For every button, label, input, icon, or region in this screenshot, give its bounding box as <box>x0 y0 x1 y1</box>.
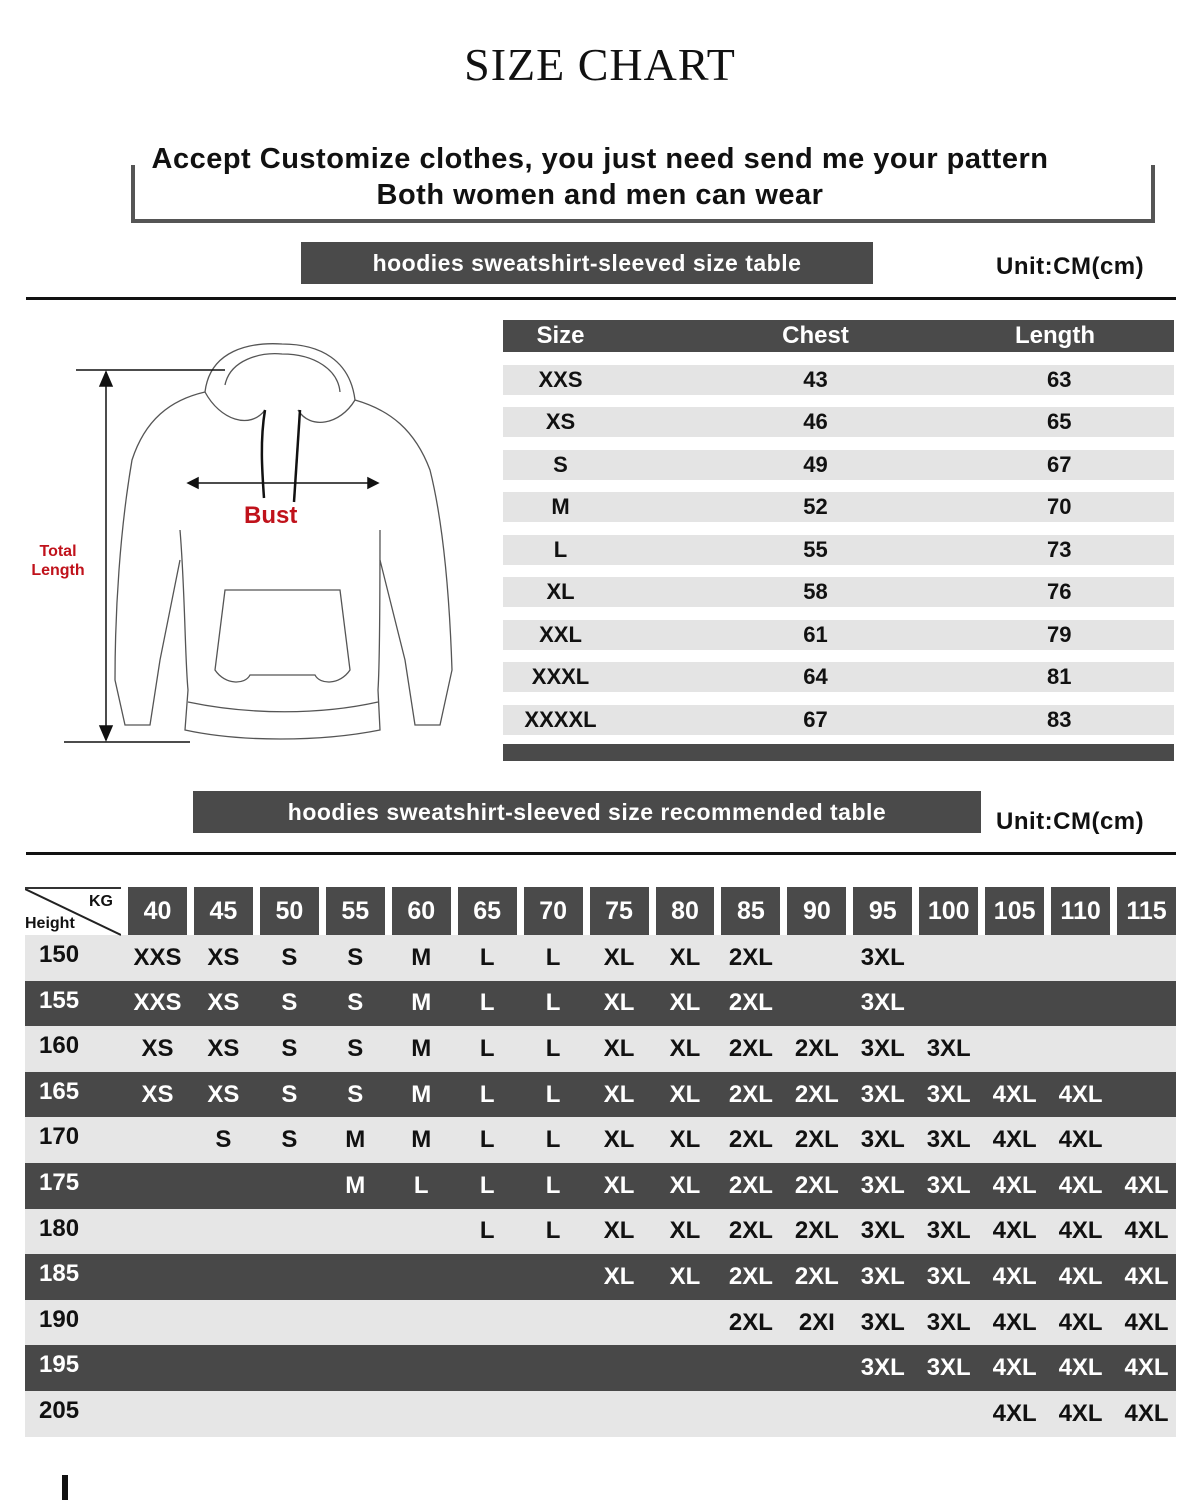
recommended-table-row <box>25 1026 1176 1072</box>
size-table-row <box>503 450 1174 480</box>
size-table-row <box>503 705 1174 735</box>
size-cell: XXS <box>133 989 182 1017</box>
size-cell: S <box>553 451 568 477</box>
weight-header-cell: 65 <box>458 887 517 935</box>
size-cell: XL <box>669 1217 701 1245</box>
size-cell: 4XL <box>1058 1126 1103 1154</box>
weight-header-cell: 50 <box>260 887 319 935</box>
size-table <box>503 320 1174 761</box>
size-cell: L <box>479 1171 495 1199</box>
size-cell: 3XL <box>926 1308 971 1336</box>
size-cell: M <box>551 494 570 519</box>
size-cell: XS <box>207 1034 240 1062</box>
size-cell: L <box>545 989 561 1017</box>
bust-arrow-icon <box>188 478 378 488</box>
size-cell: S <box>281 989 298 1017</box>
size-cell: 3XL <box>860 1217 905 1245</box>
size-cell: XL <box>669 1262 701 1290</box>
size-cell: 4XL <box>992 1217 1037 1245</box>
header-length: Length <box>1015 322 1095 349</box>
recommended-table-header <box>25 887 1176 935</box>
hoodie-outline-icon <box>115 344 452 739</box>
length-cell: 63 <box>1047 366 1072 392</box>
height-cell: 170 <box>39 1123 80 1151</box>
weight-header-cell: 100 <box>919 887 978 935</box>
chest-cell: 61 <box>803 621 828 647</box>
length-cell: 81 <box>1047 664 1072 689</box>
chest-cell: 52 <box>803 494 828 519</box>
size-cell: S <box>281 1034 298 1062</box>
size-cell: 4XL <box>1058 1171 1103 1199</box>
size-cell: 2XL <box>728 1262 773 1290</box>
size-cell: XS <box>207 1080 240 1108</box>
size-cell: L <box>479 1217 495 1245</box>
size-cell: XS <box>207 943 240 971</box>
size-cell: 3XL <box>926 1262 971 1290</box>
chest-cell: 49 <box>803 451 828 477</box>
size-cell: 2XI <box>798 1308 835 1336</box>
weight-header-cell: 80 <box>656 887 715 935</box>
size-cell: XL <box>603 1262 635 1290</box>
size-cell: 4XL <box>1124 1354 1169 1382</box>
size-cell: XL <box>669 1126 701 1154</box>
size-cell: M <box>411 943 432 971</box>
size-cell: 2XL <box>728 1034 773 1062</box>
recommended-size-table <box>25 887 1176 1437</box>
height-cell: 165 <box>39 1077 80 1105</box>
recommended-table-row <box>25 1300 1176 1346</box>
length-cell: 73 <box>1047 536 1072 562</box>
size-cell: S <box>281 943 298 971</box>
size-cell: 2XL <box>794 1171 839 1199</box>
size-cell: XXS <box>538 366 583 392</box>
size-cell: S <box>347 1034 364 1062</box>
length-cell: 70 <box>1047 494 1072 519</box>
size-cell: 3XL <box>860 943 905 971</box>
size-cell: L <box>553 536 568 562</box>
recommended-table-row <box>25 1391 1176 1437</box>
size-cell: XL <box>603 1217 635 1245</box>
page-title: SIZE CHART <box>464 39 736 90</box>
size-cell: XL <box>603 1126 635 1154</box>
size-cell: 4XL <box>1058 1217 1103 1245</box>
size-table-row <box>503 620 1174 650</box>
size-cell: 4XL <box>1124 1217 1169 1245</box>
size-cell: 4XL <box>992 1308 1037 1336</box>
size-cell: S <box>215 1126 232 1154</box>
size-table-row <box>503 407 1174 437</box>
size-cell: 4XL <box>1124 1308 1169 1336</box>
size-cell: XL <box>546 579 575 604</box>
recommended-table-row <box>25 1254 1176 1300</box>
size-cell: L <box>479 943 495 971</box>
size-cell: 4XL <box>992 1399 1037 1427</box>
size-cell: 3XL <box>860 1080 905 1108</box>
recommended-table-row <box>25 1345 1176 1391</box>
size-cell: 2XL <box>794 1080 839 1108</box>
chest-cell: 55 <box>803 536 828 562</box>
size-cell: XS <box>141 1034 174 1062</box>
height-cell: 160 <box>39 1032 80 1060</box>
length-cell: 79 <box>1047 621 1072 647</box>
banner-line-1: Accept Customize clothes, you just need send me your pattern <box>151 143 1049 175</box>
size-cell: XS <box>141 1080 174 1108</box>
weight-header-cell: 70 <box>524 887 583 935</box>
size-cell: 2XL <box>728 1217 773 1245</box>
height-cell: 180 <box>39 1214 80 1242</box>
size-cell: 4XL <box>992 1262 1037 1290</box>
size-cell: XXL <box>539 621 582 647</box>
size-cell: XL <box>603 1171 635 1199</box>
recommended-table-row <box>25 1117 1176 1163</box>
length-cell: 65 <box>1047 409 1072 434</box>
size-cell: XL <box>669 1171 701 1199</box>
length-cell: 83 <box>1047 706 1072 732</box>
size-cell: 4XL <box>992 1171 1037 1199</box>
size-cell: 2XL <box>728 943 773 971</box>
size-cell: M <box>411 1080 432 1108</box>
recommended-table-row <box>25 1163 1176 1209</box>
weight-header-cell: 85 <box>721 887 780 935</box>
size-cell: 4XL <box>1058 1080 1103 1108</box>
size-cell: L <box>545 1171 561 1199</box>
size-cell: 2XL <box>728 1308 773 1336</box>
weight-header-cell: 110 <box>1051 887 1110 935</box>
size-cell: 4XL <box>1124 1399 1169 1427</box>
size-cell: XL <box>669 1034 701 1062</box>
height-cell: 190 <box>39 1305 80 1333</box>
size-cell: XS <box>545 409 576 434</box>
size-table-row <box>503 577 1174 607</box>
recommended-table-row <box>25 1209 1176 1255</box>
height-cell: 185 <box>39 1260 80 1288</box>
height-cell: 150 <box>39 941 80 968</box>
size-cell: XXS <box>133 943 182 971</box>
size-cell: S <box>347 943 364 971</box>
length-cell: 67 <box>1047 451 1072 477</box>
height-cell: 155 <box>39 986 80 1014</box>
weight-header-cell: 45 <box>194 887 253 935</box>
size-cell: XS <box>207 989 240 1017</box>
size-cell: XL <box>603 989 635 1017</box>
weight-header-cell: 95 <box>853 887 912 935</box>
height-cell: 175 <box>39 1168 80 1196</box>
size-cell: XXXXL <box>524 706 597 732</box>
bust-label: Bust <box>244 502 298 529</box>
size-cell: 3XL <box>860 1354 905 1382</box>
size-table-footer <box>503 744 1174 761</box>
total-length-label-line2: Length <box>31 562 85 579</box>
size-cell: 4XL <box>1058 1354 1103 1382</box>
size-cell: M <box>345 1126 366 1154</box>
size-table-row <box>503 492 1174 522</box>
size-cell: 2XL <box>794 1126 839 1154</box>
total-length-label <box>22 542 94 580</box>
size-cell: XL <box>603 943 635 971</box>
header-size: Size <box>536 322 585 349</box>
recommended-table-caption: hoodies sweatshirt-sleeved size recommended table <box>193 791 981 833</box>
size-cell: XL <box>669 989 701 1017</box>
size-cell: 3XL <box>860 989 905 1017</box>
size-cell: 4XL <box>1124 1171 1169 1199</box>
recommended-table-row <box>25 935 1176 981</box>
size-cell: L <box>479 989 495 1017</box>
size-cell: 2XL <box>794 1217 839 1245</box>
corner-height-label: Height <box>25 915 75 932</box>
size-cell: M <box>411 989 432 1017</box>
size-cell: 2XL <box>794 1262 839 1290</box>
size-cell: 4XL <box>1058 1399 1103 1427</box>
weight-header-cell: 60 <box>392 887 451 935</box>
size-table-row <box>503 662 1174 692</box>
weight-header-cell: 105 <box>985 887 1044 935</box>
height-cell: 195 <box>39 1351 80 1379</box>
recommended-table-row <box>25 981 1176 1027</box>
size-cell: M <box>345 1171 366 1199</box>
size-cell: 3XL <box>860 1308 905 1336</box>
size-cell: XXXL <box>531 664 590 689</box>
size-cell: S <box>281 1080 298 1108</box>
size-cell: 3XL <box>926 1080 971 1108</box>
corner-kg-label: KG <box>89 893 113 910</box>
divider <box>26 852 1176 855</box>
size-cell: 2XL <box>728 1126 773 1154</box>
size-cell: 4XL <box>1124 1262 1169 1290</box>
size-cell: L <box>413 1171 429 1199</box>
size-cell: 2XL <box>728 989 773 1017</box>
weight-header-cell: 90 <box>787 887 846 935</box>
weight-header-cell: 40 <box>128 887 187 935</box>
size-cell: L <box>545 943 561 971</box>
recommended-table-unit: Unit:CM(cm) <box>996 808 1145 835</box>
size-cell: XL <box>669 1080 701 1108</box>
size-table-unit: Unit:CM(cm) <box>996 253 1145 280</box>
chest-cell: 43 <box>803 366 828 392</box>
size-cell: 3XL <box>860 1034 905 1062</box>
size-cell: L <box>545 1126 561 1154</box>
size-table-caption: hoodies sweatshirt-sleeved size table <box>301 242 873 284</box>
size-cell: 4XL <box>992 1126 1037 1154</box>
size-cell: M <box>411 1034 432 1062</box>
divider <box>26 297 1176 300</box>
size-cell: L <box>479 1126 495 1154</box>
chest-cell: 64 <box>803 664 828 689</box>
size-cell: L <box>545 1034 561 1062</box>
size-cell: S <box>347 1080 364 1108</box>
corner-cell <box>25 887 121 935</box>
size-table-row <box>503 535 1174 565</box>
size-table-row <box>503 365 1174 395</box>
total-length-label-line1: Total <box>39 543 77 560</box>
size-cell: 4XL <box>1058 1308 1103 1336</box>
size-cell: S <box>347 989 364 1017</box>
size-cell: 4XL <box>992 1080 1037 1108</box>
size-cell: L <box>545 1080 561 1108</box>
chest-cell: 58 <box>803 579 828 604</box>
height-cell: 205 <box>39 1396 80 1424</box>
size-cell: L <box>479 1080 495 1108</box>
size-cell: 3XL <box>926 1171 971 1199</box>
cut-off-mark <box>62 1475 68 1500</box>
size-cell: XL <box>669 943 701 971</box>
chest-cell: 46 <box>803 409 828 434</box>
size-cell: 3XL <box>926 1126 971 1154</box>
size-cell: XL <box>603 1080 635 1108</box>
size-table-header <box>503 320 1174 352</box>
weight-header-cell: 55 <box>326 887 385 935</box>
size-cell: 2XL <box>728 1080 773 1108</box>
size-cell: 4XL <box>1058 1262 1103 1290</box>
size-cell: 4XL <box>992 1354 1037 1382</box>
banner-line-2: Both women and men can wear <box>376 179 824 211</box>
weight-header-cell: 115 <box>1117 887 1176 935</box>
size-cell: 3XL <box>926 1354 971 1382</box>
recommended-table-row <box>25 1072 1176 1118</box>
size-cell: 3XL <box>926 1217 971 1245</box>
size-cell: L <box>545 1217 561 1245</box>
size-cell: M <box>411 1126 432 1154</box>
size-cell: 3XL <box>860 1262 905 1290</box>
size-cell: S <box>281 1126 298 1154</box>
length-cell: 76 <box>1047 579 1072 604</box>
size-cell: 3XL <box>926 1034 971 1062</box>
size-cell: XL <box>603 1034 635 1062</box>
size-cell: 3XL <box>860 1171 905 1199</box>
size-cell: 2XL <box>794 1034 839 1062</box>
weight-header-cell: 75 <box>590 887 649 935</box>
header-chest: Chest <box>782 322 849 349</box>
size-cell: 2XL <box>728 1171 773 1199</box>
chest-cell: 67 <box>803 706 828 732</box>
size-cell: L <box>479 1034 495 1062</box>
size-cell: 3XL <box>860 1126 905 1154</box>
